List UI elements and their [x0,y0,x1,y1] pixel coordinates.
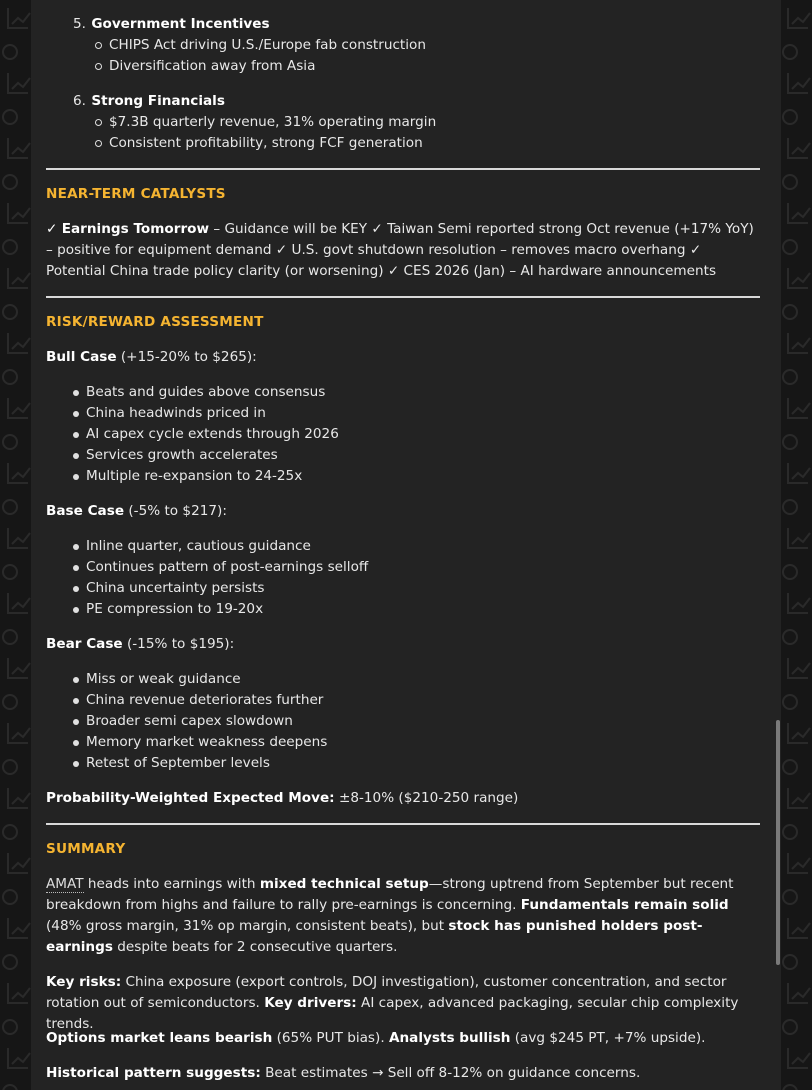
case-label: Bear Case [46,636,123,652]
scrollbar-thumb[interactable] [776,720,780,965]
summary-text: heads into earnings with [83,876,260,892]
sub-list-item: CHIPS Act driving U.S./Europe fab construction [109,35,749,56]
summary-bold: Key risks: [46,974,122,990]
item-title: Strong Financials [91,93,225,109]
item-number: 5. [73,16,86,32]
catalysts-paragraph [46,219,760,282]
summary-text: (65% PUT bias). [272,1030,389,1046]
list-item: Retest of September levels [86,753,746,774]
summary-text: (48% gross margin, 31% op margin, consistent beats), but [46,918,449,934]
check-mark: ✓ [46,221,58,237]
summary-text: Beat estimates → Sell off 8-12% on guidance concerns. [260,1065,641,1081]
list-item: Beats and guides above consensus [86,382,746,403]
catalyst-text: – Guidance will be KEY ✓ Taiwan Semi reported strong Oct revenue (+17% YoY) – positive for equipment demand ✓ U.S. govt shutdown resolution – removes macro overhang ✓ Potential China trade policy clarity (or worsening) ✓ CES 2026 (Jan) – AI hardware announcements [46,221,754,279]
expected-move-value: ±8-10% ($210-250 range) [334,790,519,806]
catalyst-bold: Earnings Tomorrow [61,221,210,237]
section-divider [46,823,760,825]
section-divider [46,168,760,170]
case-detail: (-5% to $217): [124,503,227,519]
summary-text: —strong uptrend from September but recent breakdown from highs and failure to rally pre-earnings is concerning. [46,876,734,913]
summary-paragraph-4 [46,1063,760,1084]
base-case-title [46,501,760,522]
summary-text: AI capex, advanced packaging, secular chip complexity trends. [46,995,739,1032]
sub-list-item: Consistent profitability, strong FCF generation [109,133,749,154]
case-detail: (+15-20% to $265): [116,349,257,365]
numbered-item [70,14,760,35]
item-number: 6. [73,93,86,109]
list-item: Inline quarter, cautious guidance [86,536,746,557]
bear-case-title [46,634,760,655]
list-item: China uncertainty persists [86,578,746,599]
bull-case-title [46,347,760,368]
section-divider [46,296,760,298]
summary-bold: Analysts bullish [388,1030,511,1046]
list-item: PE compression to 19-20x [86,599,746,620]
summary-bold: stock has punished holders post-earnings [46,918,703,955]
list-item: China revenue deteriorates further [86,690,746,711]
summary-bold: mixed technical setup [259,876,429,892]
summary-paragraph-1 [46,874,760,958]
section-heading-catalysts: NEAR-TERM CATALYSTS [46,186,226,202]
sub-list-item: Diversification away from Asia [109,56,749,77]
list-item: Miss or weak guidance [86,669,746,690]
sub-list-item: $7.3B quarterly revenue, 31% operating margin [109,112,749,133]
summary-paragraph-2 [46,972,760,1035]
case-detail: (-15% to $195): [122,636,235,652]
list-item: Services growth accelerates [86,445,746,466]
summary-paragraph-3 [46,1028,760,1049]
ticker-abbr[interactable]: AMAT [46,876,84,892]
numbered-item [70,91,760,112]
summary-bold: Key drivers: [264,995,357,1011]
expected-move-label: Probability-Weighted Expected Move: [46,790,335,806]
summary-text: China exposure (export controls, DOJ investigation), customer concentration, and sector rotation out of semiconductors. [46,974,727,1011]
item-title: Government Incentives [91,16,270,32]
case-label: Bull Case [46,349,117,365]
list-item: Continues pattern of post-earnings selloff [86,557,746,578]
list-item: AI capex cycle extends through 2026 [86,424,746,445]
summary-bold: Historical pattern suggests: [46,1065,261,1081]
list-item: Multiple re-expansion to 24-25x [86,466,746,487]
section-heading-risk-reward: RISK/REWARD ASSESSMENT [46,314,264,330]
list-item: China headwinds priced in [86,403,746,424]
summary-text: despite beats for 2 consecutive quarters. [112,939,398,955]
list-item: Broader semi capex slowdown [86,711,746,732]
section-heading-summary: SUMMARY [46,841,126,857]
summary-text: (avg $245 PT, +7% upside). [510,1030,706,1046]
summary-bold: Fundamentals remain solid [520,897,729,913]
report-panel [31,0,781,1090]
case-label: Base Case [46,503,125,519]
expected-move [46,788,760,809]
summary-bold: Options market leans bearish [46,1030,273,1046]
list-item: Memory market weakness deepens [86,732,746,753]
